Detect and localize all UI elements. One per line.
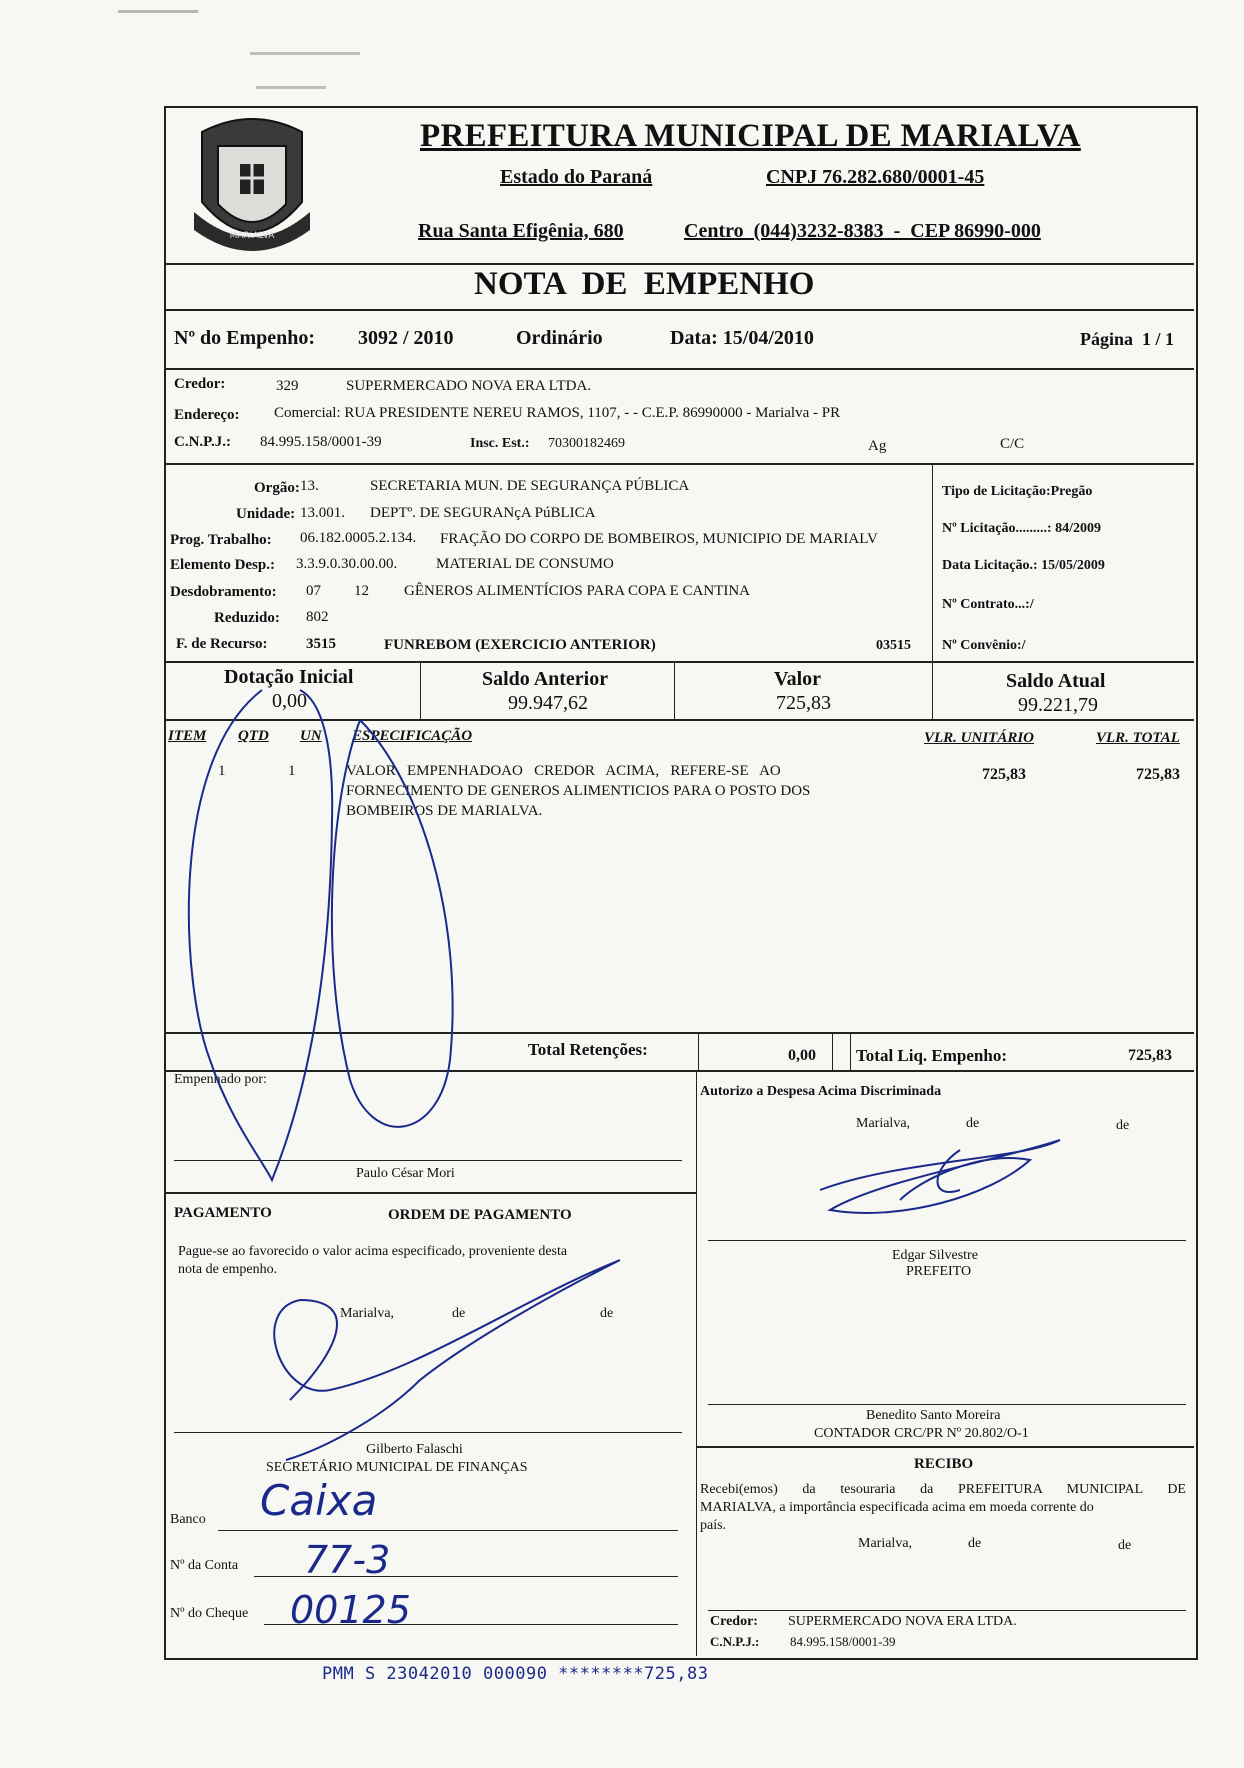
licitacao-tipo: Tipo de Licitação:Pregão <box>942 484 1093 499</box>
recibo-text-line1: Recebi(emos) da tesouraria da PREFEITURA MUNICIPAL DE <box>700 1482 1186 1497</box>
recurso-code: 3515 <box>306 636 336 652</box>
pagamento-text-line2: nota de empenho. <box>178 1262 278 1277</box>
prefeito-title: PREFEITO <box>906 1264 972 1279</box>
saldo-anterior-label: Saldo Anterior <box>482 668 609 690</box>
item-qtd: 1 <box>288 763 296 779</box>
address-label: Endereço: <box>174 407 240 423</box>
prefeitura-title: PREFEITURA MUNICIPAL DE MARIALVA <box>420 118 1081 154</box>
secretario-title: SECRETÁRIO MUNICIPAL DE FINANÇAS <box>266 1460 528 1475</box>
conta-label: Nº da Conta <box>170 1558 239 1573</box>
bank-agency: Ag <box>868 438 887 454</box>
column-header-especificacao: ESPECIFICAÇÃO <box>352 728 473 744</box>
recurso-label: F. de Recurso: <box>176 636 268 652</box>
recibo-de-1: de <box>968 1536 982 1551</box>
licitacao-numero: Nº Licitação.........: 84/2009 <box>942 521 1101 536</box>
secretario-signature <box>274 1260 620 1460</box>
credor-insc: 70300182469 <box>548 436 625 451</box>
empenho-number: 3092 / 2010 <box>358 327 454 349</box>
credor-label: Credor: <box>174 376 226 392</box>
pagamento-text-line1: Pague-se ao favorecido o valor acima especificado, proveniente desta <box>178 1244 568 1259</box>
recibo-label: RECIBO <box>914 1456 974 1472</box>
liquido-label: Total Liq. Empenho: <box>856 1046 1007 1065</box>
elemento-code: 3.3.9.0.30.00.00. <box>296 556 398 572</box>
column-header-qtd: QTD <box>238 728 269 744</box>
pagamento-de-1: de <box>452 1306 466 1321</box>
credor-name: SUPERMERCADO NOVA ERA LTDA. <box>346 378 592 394</box>
recibo-text-line2: MARIALVA, a importância especificada acima em moeda corrente do <box>700 1500 1094 1515</box>
credor-cnpj: 84.995.158/0001-39 <box>260 434 382 450</box>
prog-label: Prog. Trabalho: <box>170 532 272 548</box>
column-header-vlr-unitario: VLR. UNITÁRIO <box>924 730 1035 746</box>
item-number: 1 <box>218 763 226 779</box>
ordem-pagamento-label: ORDEM DE PAGAMENTO <box>388 1207 572 1223</box>
scan-mark <box>250 52 360 55</box>
unidade-label: Unidade: <box>236 506 296 522</box>
retencoes-label: Total Retenções: <box>528 1040 648 1059</box>
empenho-type: Ordinário <box>516 327 603 349</box>
valor-value: 725,83 <box>776 692 831 714</box>
payment-stamp: PMM S 23042010 000090 ********725,83 <box>322 1664 709 1684</box>
retencoes-value: 0,00 <box>788 1047 816 1064</box>
autorizo-text: Autorizo a Despesa Acima Discriminada <box>700 1084 942 1099</box>
desdobramento-name: GÊNEROS ALIMENTÍCIOS PARA COPA E CANTINA <box>404 583 751 599</box>
contrato-numero: Nº Contrato...:/ <box>942 597 1034 612</box>
cheque-value: 00125 <box>290 1588 411 1632</box>
recibo-cnpj: 84.995.158/0001-39 <box>790 1634 896 1649</box>
pagamento-de-2: de <box>600 1306 614 1321</box>
recurso-name: FUNREBOM (EXERCICIO ANTERIOR) <box>384 637 656 653</box>
column-header-un: UN <box>300 728 322 744</box>
empenho-date: Data: 15/04/2010 <box>670 327 814 349</box>
desdobramento-label: Desdobramento: <box>170 584 277 600</box>
prefeito-signature <box>820 1140 1060 1213</box>
crest-text: MARIALVA <box>229 231 275 241</box>
column-header-item: ITEM <box>168 728 207 744</box>
contador-title: CONTADOR CRC/PR Nº 20.802/O-1 <box>814 1426 1029 1441</box>
credor-address: Comercial: RUA PRESIDENTE NEREU RAMOS, 1107, - - C.E.P. 86990000 - Marialva - PR <box>274 405 841 421</box>
conta-value: 77-3 <box>304 1538 391 1582</box>
elemento-name: MATERIAL DE CONSUMO <box>436 556 614 572</box>
recibo-text-line3: país. <box>700 1518 727 1533</box>
dotacao-value: 0,00 <box>272 690 307 712</box>
recibo-marialva: Marialva, <box>858 1536 913 1551</box>
recibo-credor-label: Credor: <box>710 1614 758 1629</box>
valor-label: Valor <box>774 668 822 690</box>
credor-code: 329 <box>276 378 299 394</box>
desdobramento-a: 07 <box>306 583 321 599</box>
pagamento-label: PAGAMENTO <box>174 1205 272 1221</box>
recibo-de-2: de <box>1118 1538 1132 1553</box>
column-header-vlr-total: VLR. TOTAL <box>1096 730 1180 746</box>
page-number: Página 1 / 1 <box>1080 329 1175 349</box>
reduzido-label: Reduzido: <box>214 610 280 626</box>
prefeitura-contact: Centro (044)3232-8383 - CEP 86990-000 <box>684 220 1041 242</box>
recibo-credor-name: SUPERMERCADO NOVA ERA LTDA. <box>788 1614 1017 1629</box>
scan-mark <box>256 86 326 89</box>
item-unit-price: 725,83 <box>982 766 1026 783</box>
recibo-cnpj-label: C.N.P.J.: <box>710 1634 760 1649</box>
banco-label: Banco <box>170 1512 206 1527</box>
state-name: Estado do Paraná <box>500 166 653 188</box>
prog-code: 06.182.0005.2.134. <box>300 530 417 546</box>
item-description-line2: FORNECIMENTO DE GENEROS ALIMENTICIOS PARA O POSTO DOS <box>346 783 811 799</box>
prefeitura-address: Rua Santa Efigênia, 680 <box>418 220 624 242</box>
empenhador-signature-loop <box>189 690 332 1180</box>
unidade-code: 13.001. <box>300 505 345 521</box>
convenio-numero: Nº Convênio:/ <box>942 638 1026 653</box>
empenhador-signature-loop-2 <box>332 720 453 1127</box>
secretario-name: Gilberto Falaschi <box>366 1442 463 1457</box>
elemento-label: Elemento Desp.: <box>170 557 275 573</box>
autorizo-de-2: de <box>1116 1118 1130 1133</box>
orgao-code: 13. <box>300 478 319 494</box>
item-description-line3: BOMBEIROS DE MARIALVA. <box>346 803 543 819</box>
autorizo-de-1: de <box>966 1116 980 1131</box>
contador-name: Benedito Santo Moreira <box>866 1408 1001 1423</box>
bank-account: C/C <box>1000 436 1025 452</box>
scan-mark <box>118 10 198 13</box>
autorizo-marialva: Marialva, <box>856 1116 911 1131</box>
reduzido-value: 802 <box>306 609 329 625</box>
item-description-line1: VALOR EMPENHADOAO CREDOR ACIMA, REFERE-SE AO <box>346 763 781 779</box>
item-total-price: 725,83 <box>1136 766 1180 783</box>
empenho-number-label: Nº do Empenho: <box>174 327 316 349</box>
saldo-atual-label: Saldo Atual <box>1006 670 1106 692</box>
banco-value: Caixa <box>260 1476 378 1525</box>
recurso-code-2: 03515 <box>876 638 911 653</box>
orgao-label: Orgão: <box>254 480 300 496</box>
prefeitura-cnpj: CNPJ 76.282.680/0001-45 <box>766 166 985 188</box>
saldo-atual-value: 99.221,79 <box>1018 694 1098 716</box>
prefeito-name: Edgar Silvestre <box>892 1248 978 1263</box>
cheque-label: Nº do Cheque <box>170 1606 249 1621</box>
licitacao-data: Data Licitação.: 15/05/2009 <box>942 558 1105 573</box>
liquido-value: 725,83 <box>1128 1047 1172 1064</box>
saldo-anterior-value: 99.947,62 <box>508 692 588 714</box>
pagamento-marialva: Marialva, <box>340 1306 395 1321</box>
empenhado-name: Paulo César Mori <box>356 1166 455 1181</box>
orgao-name: SECRETARIA MUN. DE SEGURANÇA PÚBLICA <box>370 478 690 494</box>
unidade-name: DEPTº. DE SEGURANçA PúBLICA <box>370 505 596 521</box>
document-title: NOTA DE EMPENHO <box>474 266 815 302</box>
desdobramento-b: 12 <box>354 583 369 599</box>
dotacao-label: Dotação Inicial <box>224 666 354 688</box>
prog-name: FRAÇÃO DO CORPO DE BOMBEIROS, MUNICIPIO DE MARIALV <box>440 531 878 547</box>
empenhado-label: Empenhado por: <box>174 1072 267 1087</box>
insc-label: Insc. Est.: <box>470 436 530 451</box>
cnpj-label: C.N.P.J.: <box>174 434 231 450</box>
